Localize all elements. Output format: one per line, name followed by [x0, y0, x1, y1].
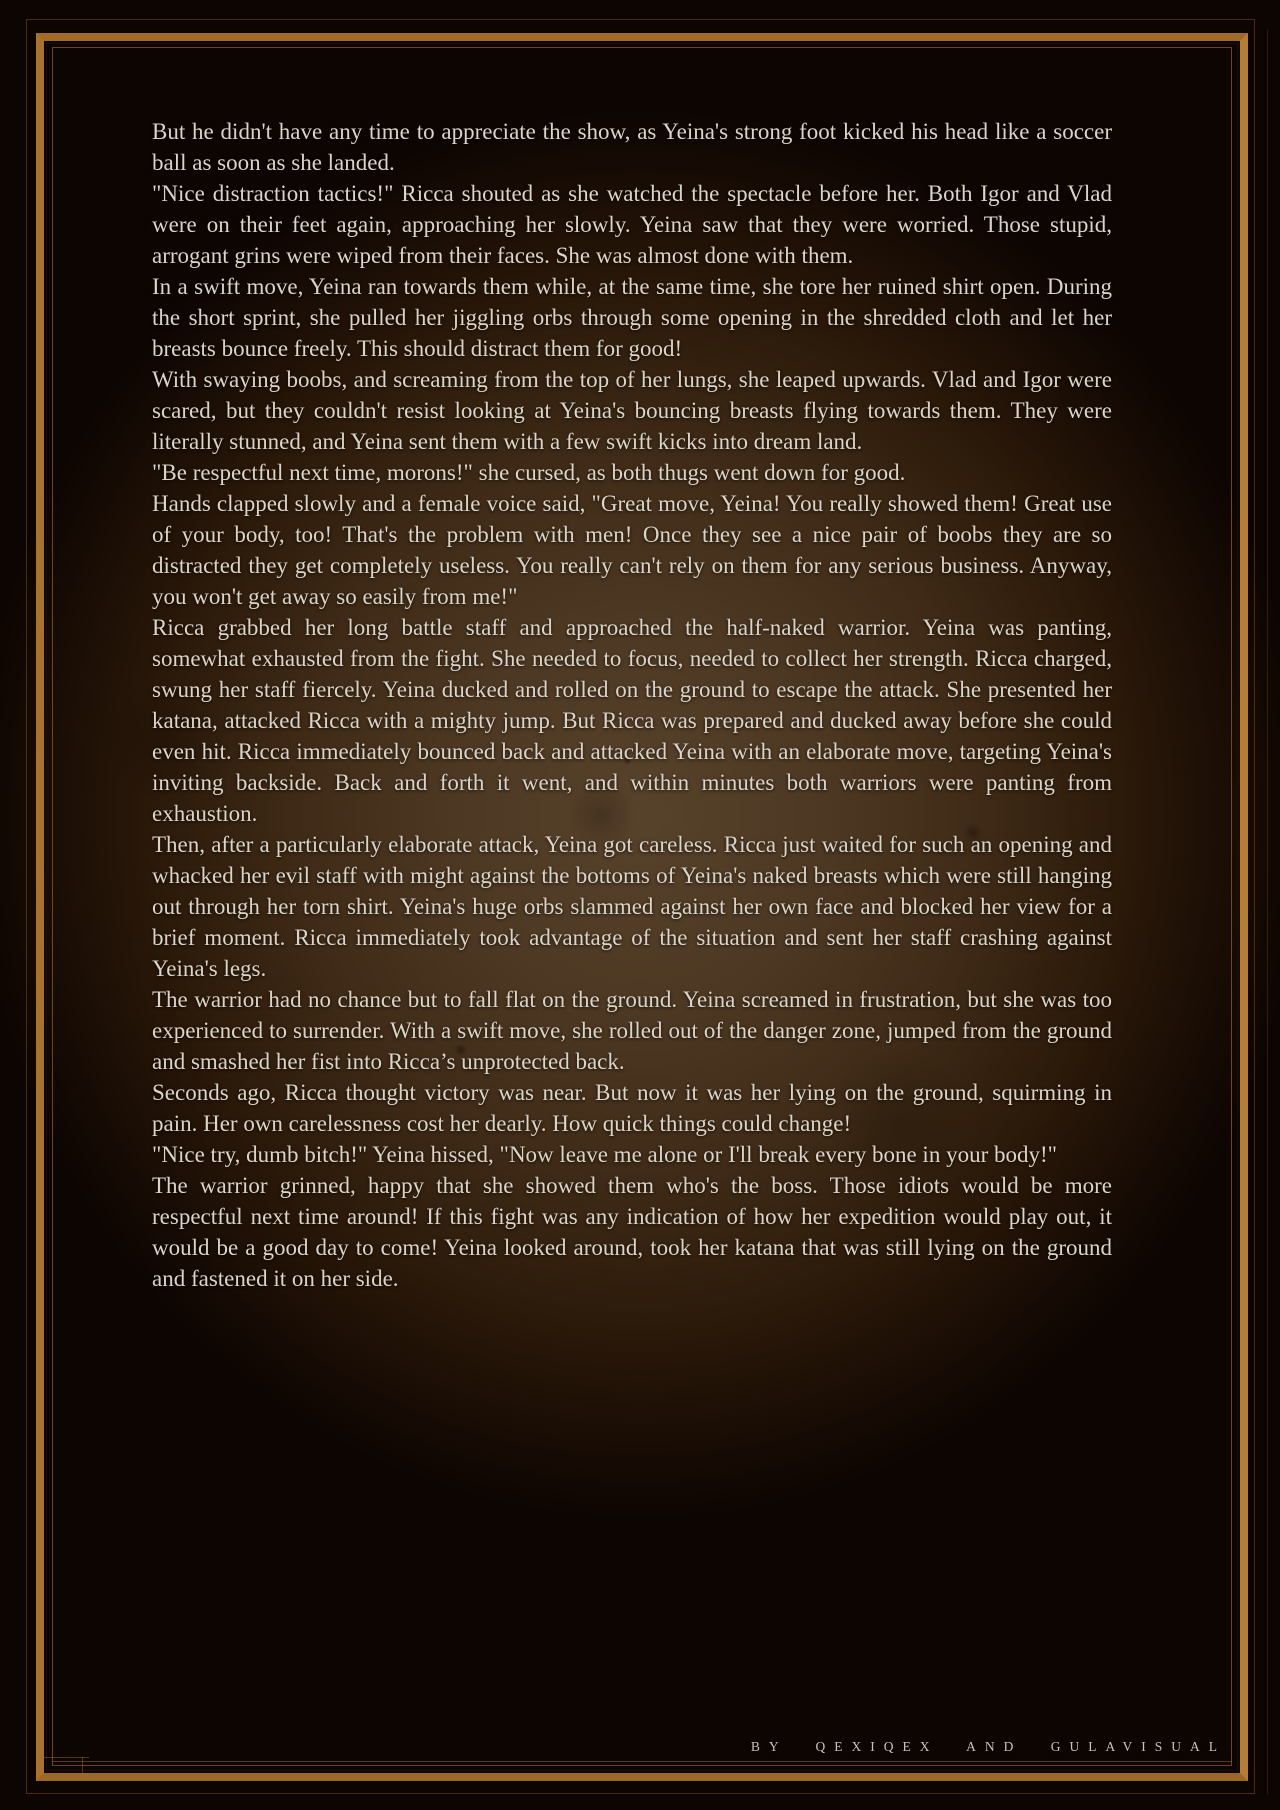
story-paragraph: With swaying boobs, and screaming from the top of her lungs, she leaped upwards. Vlad and Igor were scared, but they couldn't resist looking at Yeina's bouncing breasts flying towards them. They were literally stunned, and Yeina sent them with a few swift kicks into dream land.: [152, 367, 1112, 454]
story-paragraph: Ricca grabbed her long battle staff and approached the half-naked warrior. Yeina was panting, somewhat exhausted from the fight. She needed to focus, needed to collect her strength. Ricca charged, swung her staff fiercely. Yeina ducked and rolled on the ground to escape the attack. She presented her katana, attacked Ricca with a mighty jump. But Ricca was prepared and ducked away before she could even hit. Ricca immediately bounced back and attacked Yeina with an elaborate move, targeting Yeina's inviting backside. Back and forth it went, and within minutes both warriors were panting from exhaustion.: [152, 615, 1112, 826]
story-paragraph: The warrior grinned, happy that she showed them who's the boss. Those idiots would be more respectful next time around! If this fight was any indication of how her expedition would play out, it would be a good day to come! Yeina looked around, took her katana that was still lying on the ground and fastened it on her side.: [152, 1173, 1112, 1291]
story-paragraph: The warrior had no chance but to fall flat on the ground. Yeina screamed in frustration, but she was too experienced to surrender. With a swift move, she rolled out of the danger zone, jumped from the ground and smashed her fist into Ricca’s unprotected back.: [152, 987, 1112, 1074]
frame-corner-tick-h: [43, 1757, 89, 1758]
frame-corner-tick-v: [82, 1757, 83, 1774]
story-paragraph: But he didn't have any time to appreciate the show, as Yeina's strong foot kicked his head like a soccer ball as soon as she landed.: [152, 119, 1112, 175]
story-paragraph: "Be respectful next time, morons!" she cursed, as both thugs went down for good.: [152, 460, 906, 485]
story-paragraph: "Nice try, dumb bitch!" Yeina hissed, "Now leave me alone or I'll break every bone in your body!": [152, 1142, 1058, 1167]
story-paragraph: Seconds ago, Ricca thought victory was near. But now it was her lying on the ground, squirming in pain. Her own carelessness cost her dearly. How quick things could change!: [152, 1080, 1112, 1136]
frame-right-accent-line: [1267, 30, 1268, 1794]
credit-line: BY QEXIQEX AND GULAVISUAL: [750, 1739, 1226, 1754]
story-paragraph: "Nice distraction tactics!" Ricca shouted as she watched the spectacle before her. Both Igor and Vlad were on their feet again, approaching her slowly. Yeina saw that they were worried. Those stupid, arrogant grins were wiped from their faces. She was almost done with them.: [152, 181, 1112, 268]
story-paragraph: Hands clapped slowly and a female voice said, "Great move, Yeina! You really showed them! Great use of your body, too! That's the problem with men! Once they see a nice pair of boobs they are so distracted they get completely useless. You really can't rely on them for any serious business. Anyway, you won't get away so easily from me!": [152, 491, 1112, 609]
frame-inner-line-2: [52, 1761, 1232, 1762]
story-paragraph: In a swift move, Yeina ran towards them while, at the same time, she tore her ruined shirt open. During the short sprint, she pulled her jiggling orbs through some opening in the shredded cloth and let her breasts bounce freely. This should distract them for good!: [152, 274, 1112, 361]
story-text: [152, 0, 1112, 1294]
story-paragraph: Then, after a particularly elaborate attack, Yeina got careless. Ricca just waited for such an opening and whacked her evil staff with might against the bottoms of Yeina's naked breasts which were still hanging out through her torn shirt. Yeina's huge orbs slammed against her own face and blocked her view for a brief moment. Ricca immediately took advantage of the situation and sent her staff crashing against Yeina's legs.: [152, 832, 1112, 981]
